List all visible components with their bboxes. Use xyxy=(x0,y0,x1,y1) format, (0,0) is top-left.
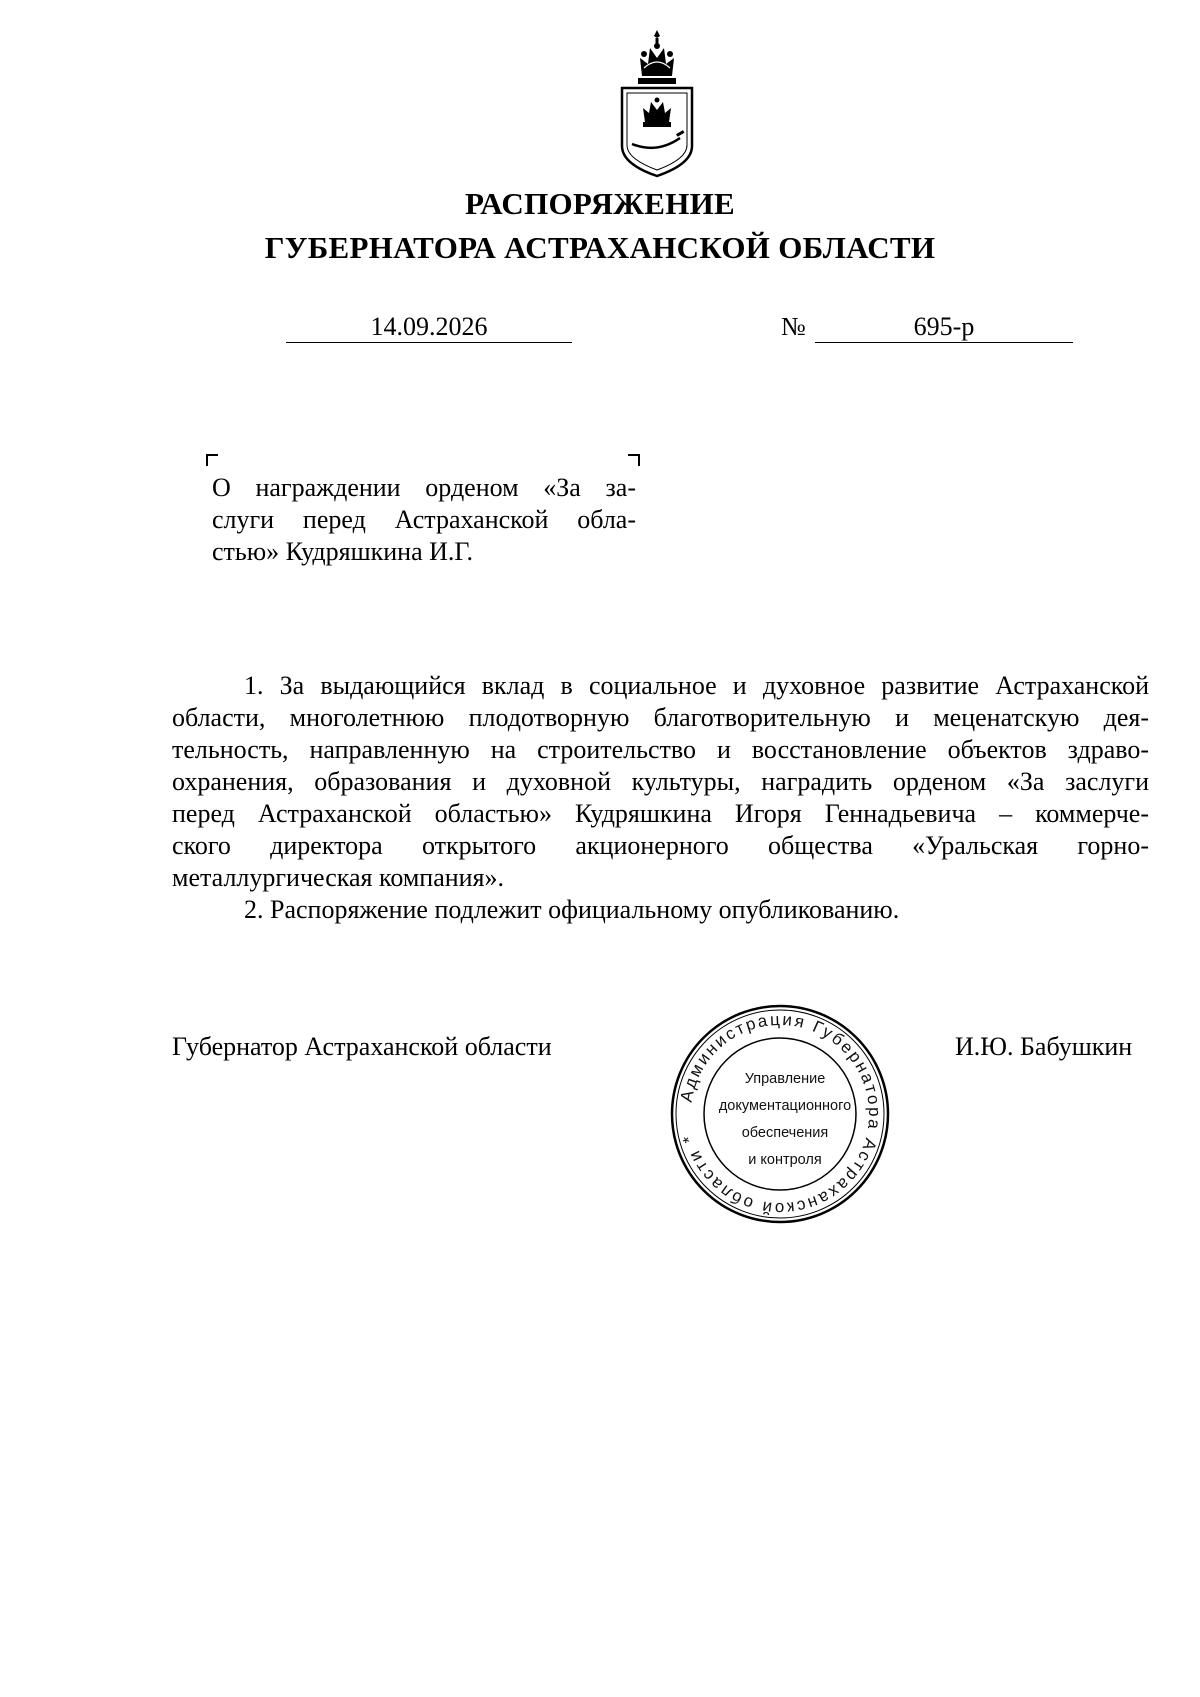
subject-line: стью» Кудряшкина И.Г. xyxy=(212,537,474,566)
subject-line: О награждении орденом «За за- xyxy=(212,473,636,502)
stamp-inner-line: обеспечения xyxy=(741,1125,829,1141)
body-line: тельность, направленную на строительство и восстановление объектов здраво- xyxy=(172,735,1149,764)
body-line: 2. Распоряжение подлежит официальному опубликованию. xyxy=(244,895,900,924)
subject-corner-right-mark xyxy=(628,454,640,466)
stamp-inner-line: документационного xyxy=(718,1098,852,1114)
body-line: охранения, образования и духовной культуры, наградить орденом «За заслуги xyxy=(172,767,1149,796)
body-line: ского директора открытого акционерного общества «Уральская горно- xyxy=(172,831,1149,860)
body-line: области, многолетнюю плодотворную благотворительную и меценатскую дея- xyxy=(172,703,1149,732)
stamp-ring-text: Администрация Губернатора Астраханской области * xyxy=(676,1009,885,1219)
subject-corner-left-mark xyxy=(206,454,218,466)
document-title: РАСПОРЯЖЕНИЕ xyxy=(464,186,736,221)
signatory-name: И.Ю. Бабушкин xyxy=(955,1032,1133,1061)
document-body xyxy=(172,670,1149,926)
document-subject xyxy=(212,472,636,568)
body-line: 1. За выдающийся вклад в социальное и духовное развитие Астраханской xyxy=(244,671,1149,700)
stamp-inner-line: и контроля xyxy=(748,1152,822,1168)
document-number: 695-р xyxy=(815,312,1073,343)
signatory-position: Губернатор Астраханской области xyxy=(172,1032,552,1061)
subject-line: слуги перед Астраханской обла- xyxy=(212,505,636,534)
document-date: 14.09.2026 xyxy=(286,312,572,343)
coat-of-arms-emblem xyxy=(614,28,700,180)
issuer-title: ГУБЕРНАТОРА АСТРАХАНСКОЙ ОБЛАСТИ xyxy=(264,230,936,265)
number-sign: № xyxy=(781,312,806,341)
stamp-inner-line: Управление xyxy=(744,1071,826,1087)
body-line: перед Астраханской областью» Кудряшкина Игоря Геннадьевича – коммерче- xyxy=(172,799,1149,828)
body-line: металлургическая компания». xyxy=(172,863,505,892)
stamp-inner-text xyxy=(712,1066,858,1174)
